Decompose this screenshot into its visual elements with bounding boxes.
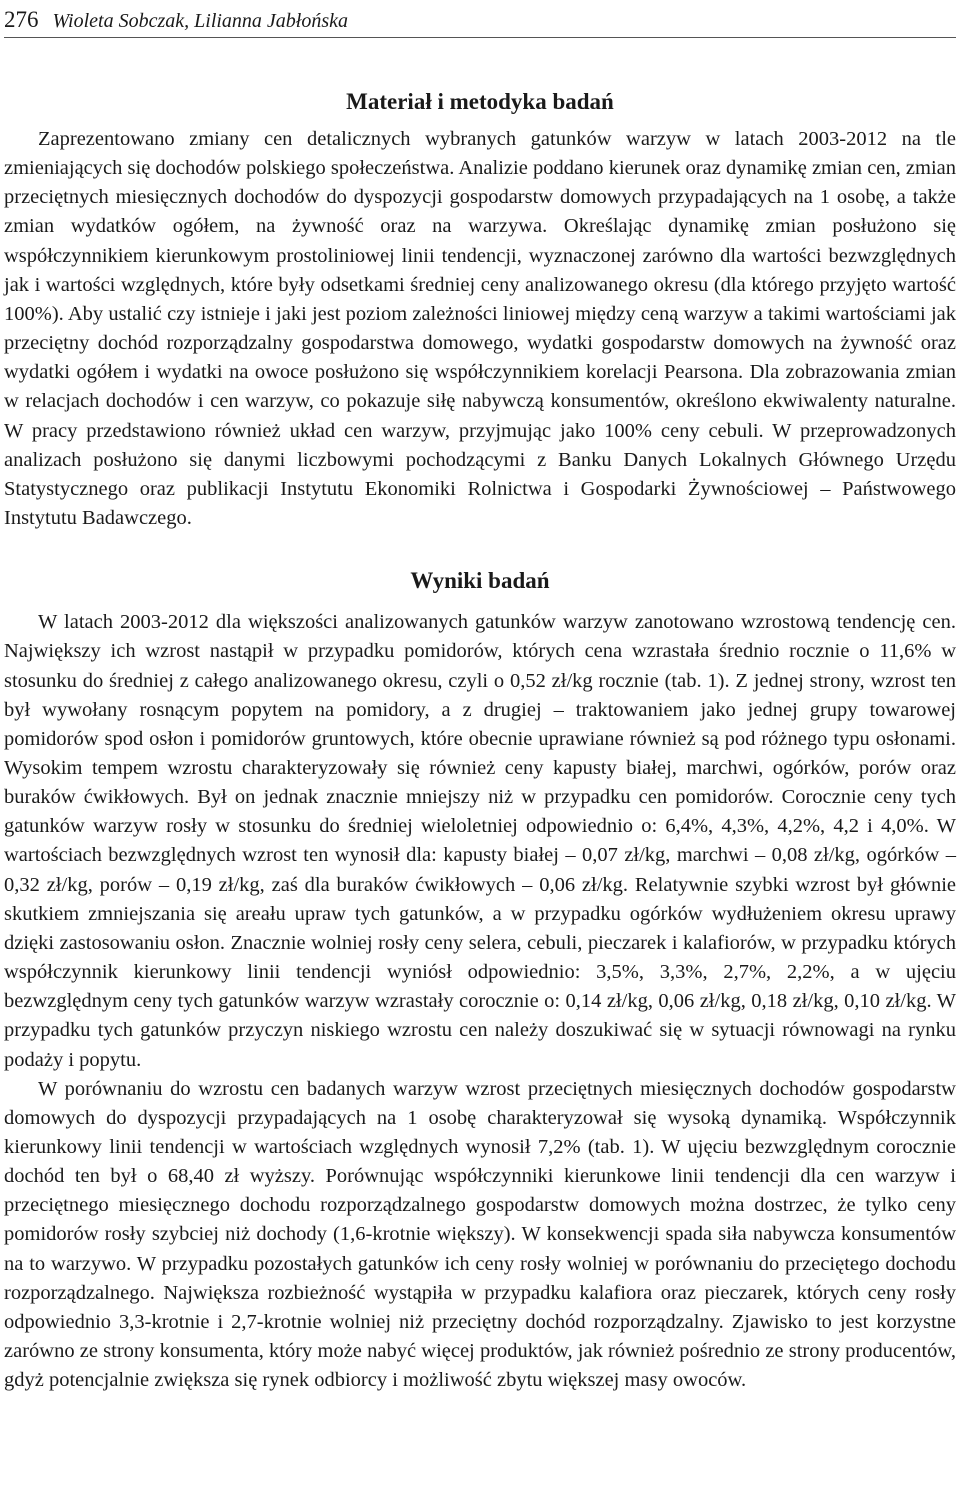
section-heading-methods: Materiał i metodyka badań (346, 89, 614, 114)
results-paragraph-2: W porównaniu do wzrostu cen badanych warzyw wzrost przeciętnych miesięcznych dochodów gospodarstw domowych do dyspozycji przypadających na 1 osobę charakteryzował się wysoką dynamiką. Współczynnik kierunkowy linii tendencji w wartościach względnych wynosił 7,2% (tab. 1). W ujęciu bezwzględnym corocznie dochód ten był o 68,40 zł wyższy. Porównując współczynniki kierunkowe linii tendencji dla cen warzyw i przeciętnego miesięcznego dochodu rozporządzalnego gospodarstw domowych można dostrzec, że tylko ceny pomidorów rosły szybciej niż dochody (1,6-krotnie większy). W konsekwencji spada siła nabywcza konsumentów na to warzywo. W przypadku pozostałych gatunków ich ceny rosły wolniej w porównaniu do przeciętego dochodu rozporządzalnego. Największa rozbieżność wystąpiła w przypadku kalafiora oraz pieczarek, których ceny rosły odpowiednio 3,3-krotnie i 2,7-krotnie wolniej niż przeciętny dochód rozporządzalny. Zjawisko to jest korzystne zarówno ze strony konsumenta, który może nabyć więcej produktów, jak również pośrednio ze strony producentów, gdyż potencjalnie zwiększa się rynek odbiorcy i możliwość zbytu większej masy owoców. (4, 1077, 956, 1392)
section-heading-results: Wyniki badań (410, 568, 550, 594)
paper-page (4, 0, 956, 1395)
methods-paragraph-1: Zaprezentowano zmiany cen detalicznych wybranych gatunków warzyw w latach 2003-2012 na tle zmieniających się dochodów polskiego społeczeństwa. Analizie poddano kierunek oraz dynamikę zmian cen, zmian przeciętnych miesięcznych dochodów do dyspozycji gospodarstw domowych przypadających na 1 osobę, a także zmian wydatków ogółem, na żywność oraz na warzywa. Określając dynamikę zmian posłużono się współczynnikiem kierunkowym prostoliniowej linii tendencji, wyznaczonej zarówno dla wartości bezwzględnych jak i wartości względnych, które były odsetkami średniej ceny analizowanego okresu (dla którego przyjęto wartość 100%). Aby ustalić czy istnieje i jaki jest poziom zależności liniowej między ceną warzyw a takimi wartościami jak przeciętny dochód rozporządzalny gospodarstwa domowego, wydatki gospodarstw domowych na żywność oraz wydatki ogółem i wydatki na owoce posłużono się współczynnikiem korelacji Pearsona. Dla zobrazowania zmian w relacjach dochodów i cen warzyw, co pokazuje siłę nabywczą konsumentów, określono ekwiwalenty naturalne. W pracy przedstawiono również układ cen warzyw, przyjmując jako 100% ceny cebuli. W przeprowadzonych analizach posłużono się danymi liczbowymi pochodzącymi z Banku Danych Lokalnych Głównego Urzędu Statystycznego oraz publikacji Instytutu Ekonomiki Rolnictwa i Gospodarki Żywnościowej – Państwowego Instytutu Badawczego. (4, 128, 956, 530)
page-number: 276 (4, 7, 39, 32)
running-header (4, 0, 956, 38)
section-methods (4, 88, 956, 533)
results-paragraph-1: W latach 2003-2012 dla większości analizowanych gatunków warzyw zanotowano wzrostową tendencję cen. Największy ich wzrost nastąpił w przypadku pomidorów, których cena wzrastała średnio rocznie o 11,6% w stosunku do średniej z całego analizowanego okresu, czyli o 0,52 zł/kg rocznie (tab. 1). Z jednej strony, wzrost ten był wywołany rosnącym popytem na pomidory, a z drugiej – traktowaniem jako jednej grupy towarowej pomidorów spod osłon i pomidorów gruntowych, które obecnie uprawiane również są pod różnego typu osłonami. Wysokim tempem wzrostu charakteryzowały się również ceny kapusty białej, marchwi, ogórków, porów oraz buraków ćwikłowych. Był on jednak znacznie mniejszy niż w przypadku cen pomidorów. Corocznie ceny tych gatunków warzyw rosły w stosunku do średniej wieloletniej odpowiednio o: 6,4%, 4,3%, 4,2%, 4,2 i 4,0%. W wartościach bezwzględnych wzrost ten wynosił dla: kapusty białej – 0,07 zł/kg, marchwi – 0,08 zł/kg, ogórków – 0,32 zł/kg, porów – 0,19 zł/kg, zaś dla buraków ćwikłowych – 0,06 zł/kg. Relatywnie szybki wzrost był głównie skutkiem zmniejszania się areału upraw tych gatunków, a w przypadku ogórków wydłużeniem okresu uprawy dzięki zastosowaniu osłon. Znacznie wolniej rosły ceny selera, cebuli, pieczarek i kalafiorów, w przypadku których współczynnik kierunkowy linii tendencji wyniósł odpowiednio: 3,5%, 3,3%, 2,7%, 2,2%, a w ujęciu bezwzględnym ceny tych gatunków warzyw wzrastały corocznie o: 0,14 zł/kg, 0,06 zł/kg, 0,18 zł/kg, 0,10 zł/kg. W przypadku tych gatunków przyczyn niskiego wzrostu cen należy doszukiwać się w sytuacji równowagi na rynku podaży i popytu. (4, 611, 956, 1071)
running-head-authors: Wioleta Sobczak, Lilianna Jabłońska (52, 10, 349, 32)
section-results (4, 567, 956, 1395)
